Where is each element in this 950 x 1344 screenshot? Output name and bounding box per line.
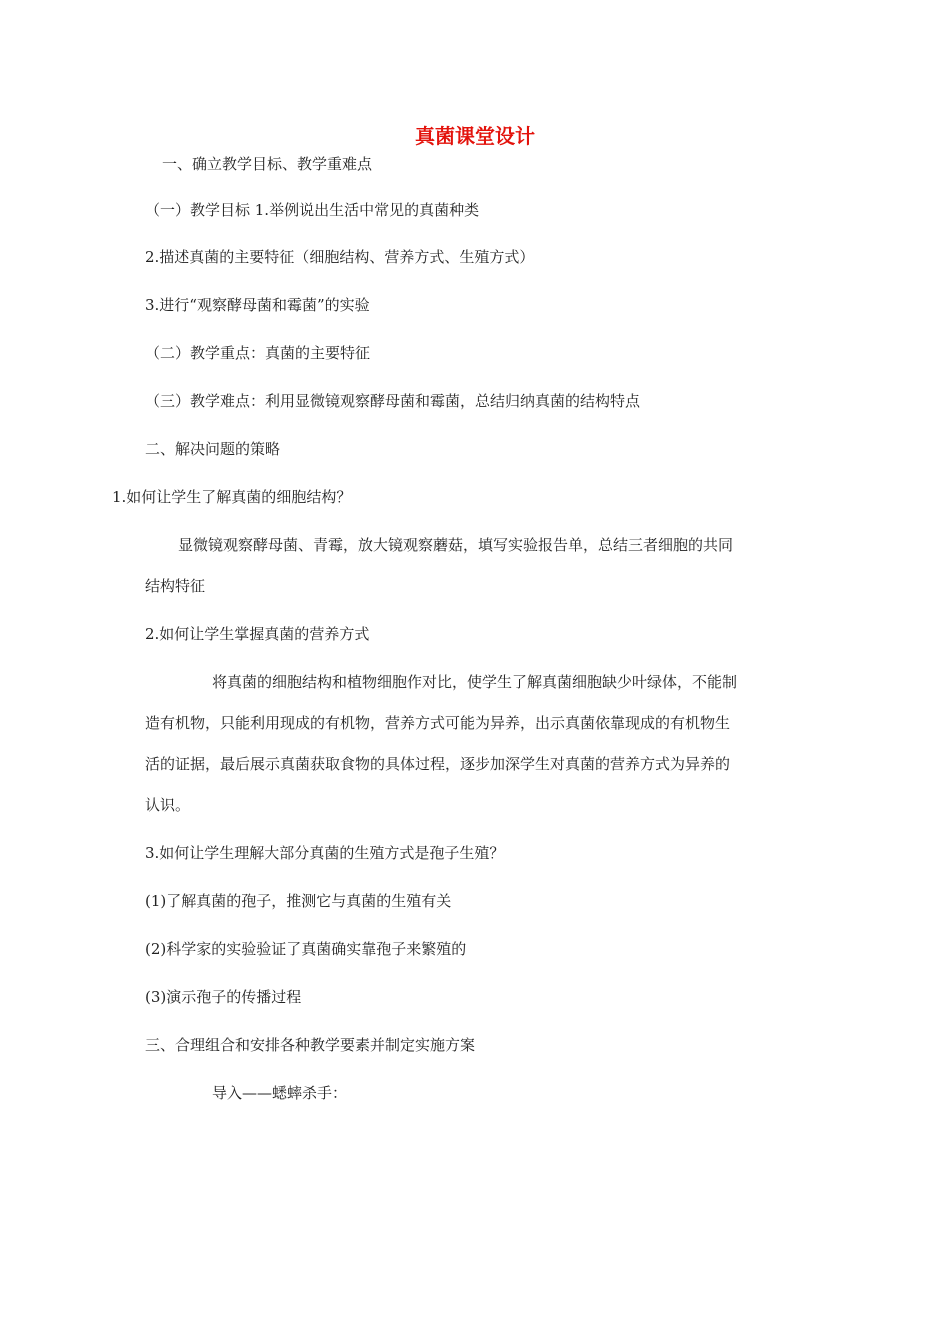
answer-3-item-2: (2)科学家的实验验证了真菌确实靠孢子来繁殖的	[145, 940, 467, 958]
answer-3-item-1: (1)了解真菌的孢子，推测它与真菌的生殖有关	[145, 892, 452, 910]
answer-2-line-4: 认识。	[145, 796, 191, 814]
answer-1-line-1: 显微镜观察酵母菌、青霉，放大镜观察蘑菇，填写实验报告单，总结三者细胞的共同	[178, 536, 734, 554]
paragraph-difficult-point: （三）教学难点：利用显微镜观察酵母菌和霉菌，总结归纳真菌的结构特点	[145, 392, 641, 410]
answer-2-line-2: 造有机物，只能利用现成的有机物，营养方式可能为异养，出示真菌依靠现成的有机物生	[145, 714, 731, 732]
paragraph-objective-3: 3.进行“观察酵母菌和霉菌”的实验	[145, 296, 370, 314]
section-heading-3: 三、合理组合和安排各种教学要素并制定实施方案	[145, 1036, 476, 1054]
question-1: 1.如何让学生了解真菌的细胞结构？	[112, 488, 352, 506]
section-heading-2: 二、解决问题的策略	[145, 440, 281, 458]
intro-line: 导入——蟋蟀杀手：	[212, 1084, 348, 1102]
paragraph-key-point: （二）教学重点：真菌的主要特征	[145, 344, 371, 362]
paragraph-objective-2: 2.描述真菌的主要特征（细胞结构、营养方式、生殖方式）	[145, 248, 535, 266]
answer-1-line-2: 结构特征	[145, 577, 206, 595]
question-2: 2.如何让学生掌握真菌的营养方式	[145, 625, 370, 643]
answer-2-line-3: 活的证据，最后展示真菌获取食物的具体过程，逐步加深学生对真菌的营养方式为异养的	[145, 755, 731, 773]
document-title: 真菌课堂设计	[415, 124, 535, 148]
answer-2-line-1: 将真菌的细胞结构和植物细胞作对比，使学生了解真菌细胞缺少叶绿体，不能制	[212, 673, 738, 691]
section-heading-1: 一、确立教学目标、教学重难点	[162, 155, 373, 173]
paragraph-objectives: （一）教学目标 1.举例说出生活中常见的真菌种类	[145, 201, 480, 219]
answer-3-item-3: (3)演示孢子的传播过程	[145, 988, 302, 1006]
question-3: 3.如何让学生理解大部分真菌的生殖方式是孢子生殖？	[145, 844, 505, 862]
